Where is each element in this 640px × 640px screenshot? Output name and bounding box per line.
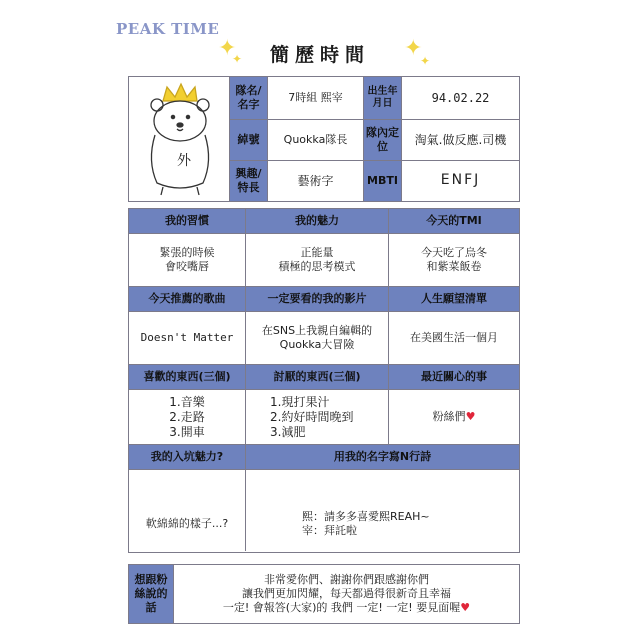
wishlist-header: 人生願望清單	[389, 287, 519, 311]
video-header: 一定要看的我的影片	[246, 287, 388, 311]
tmi-value: 今天吃了烏冬 和紫菜飯卷	[389, 234, 519, 286]
mbti-value: ENFJ	[402, 161, 519, 201]
nickname-label: 綽號	[230, 120, 267, 160]
song-value: Doesn't Matter	[129, 312, 245, 364]
birth-label: 出生年月日	[364, 77, 401, 119]
fall-charm-value: 軟綿綿的樣子...?	[129, 497, 245, 551]
nickname-value: Quokka隊長	[268, 120, 363, 160]
team-value: 7時組 熙宰	[268, 77, 363, 119]
message-value	[174, 565, 519, 623]
acrostic-header: 用我的名字寫N行詩	[246, 445, 519, 469]
wishlist-value: 在美國生活一個月	[389, 312, 519, 364]
grid-line	[129, 389, 519, 390]
acrostic-row	[128, 497, 520, 553]
interest-header: 最近關心的事	[389, 365, 519, 389]
grid-line	[129, 444, 519, 445]
message-line-3-wrap	[223, 601, 470, 615]
acrostic-value: 熙：請多多喜愛熙REAH~ 宰：拜託啦	[246, 497, 519, 551]
dislikes-value: 1.現打果汁 2.約好時間晚到 3.減肥	[246, 390, 388, 444]
message-line-2: 讓我們更加閃耀，每天都過得很新奇且幸福	[242, 587, 451, 601]
hobby-value: 藝術字	[268, 161, 363, 201]
message-box	[128, 564, 520, 624]
tmi-header: 今天的TMI	[389, 209, 519, 233]
heart-icon: ♥	[465, 410, 476, 424]
hobby-label: 興趣/特長	[230, 161, 267, 201]
sparkle-icon: ✦	[420, 54, 431, 68]
position-value: 淘氣.做反應.司機	[402, 120, 519, 160]
song-header: 今天推薦的歌曲	[129, 287, 245, 311]
habit-value: 緊張的時候 會咬嘴唇	[129, 234, 245, 286]
interest-cell	[389, 390, 519, 444]
grid-line	[129, 286, 519, 287]
position-label: 隊內定位	[364, 120, 401, 160]
grid-line	[388, 209, 389, 445]
page-title: 簡歷時間	[269, 44, 370, 66]
mbti-label: MBTI	[364, 161, 401, 201]
grid-line	[129, 364, 519, 365]
interest-value: 粉絲們	[432, 410, 466, 424]
quokka-drawing	[129, 77, 229, 201]
dislikes-header: 討厭的東西(三個)	[246, 365, 388, 389]
sparkle-icon: ✦	[404, 36, 423, 61]
message-label: 想跟粉絲說的話	[129, 565, 173, 623]
sparkle-icon: ✦	[232, 52, 243, 66]
crown-icon	[163, 84, 197, 101]
charm-value: 正能量 積極的思考模式	[246, 234, 388, 286]
peak-time-logo: PEAK TIME	[116, 20, 220, 38]
grid-line	[245, 209, 246, 497]
likes-value: 1.音樂 2.走路 3.開車	[129, 390, 245, 444]
team-label: 隊名/名字	[230, 77, 267, 119]
grid-line	[129, 311, 519, 312]
profile-card	[128, 76, 520, 202]
quokka-drawing-svg	[133, 79, 225, 199]
fall-charm-header: 我的入坑魅力?	[129, 445, 245, 469]
birth-value: 94.02.22	[402, 77, 519, 119]
grid-line	[129, 469, 519, 470]
grid-line	[129, 233, 519, 234]
sparkle-icon: ✦	[218, 36, 237, 61]
charm-header: 我的魅力	[246, 209, 388, 233]
heart-icon: ♥	[460, 600, 471, 614]
likes-header: 喜歡的東西(三個)	[129, 365, 245, 389]
video-value: 在SNS上我親自編輯的 Quokka大冒險	[246, 312, 388, 364]
message-line-3: 一定! 會報答(大家)的 我們 一定! 一定! 要見面喔	[222, 600, 461, 614]
info-grid	[128, 208, 520, 498]
habit-header: 我的習慣	[129, 209, 245, 233]
drawing-label: 外	[177, 153, 191, 169]
message-line-1: 非常愛你們、謝謝你們跟感謝你們	[264, 573, 429, 587]
